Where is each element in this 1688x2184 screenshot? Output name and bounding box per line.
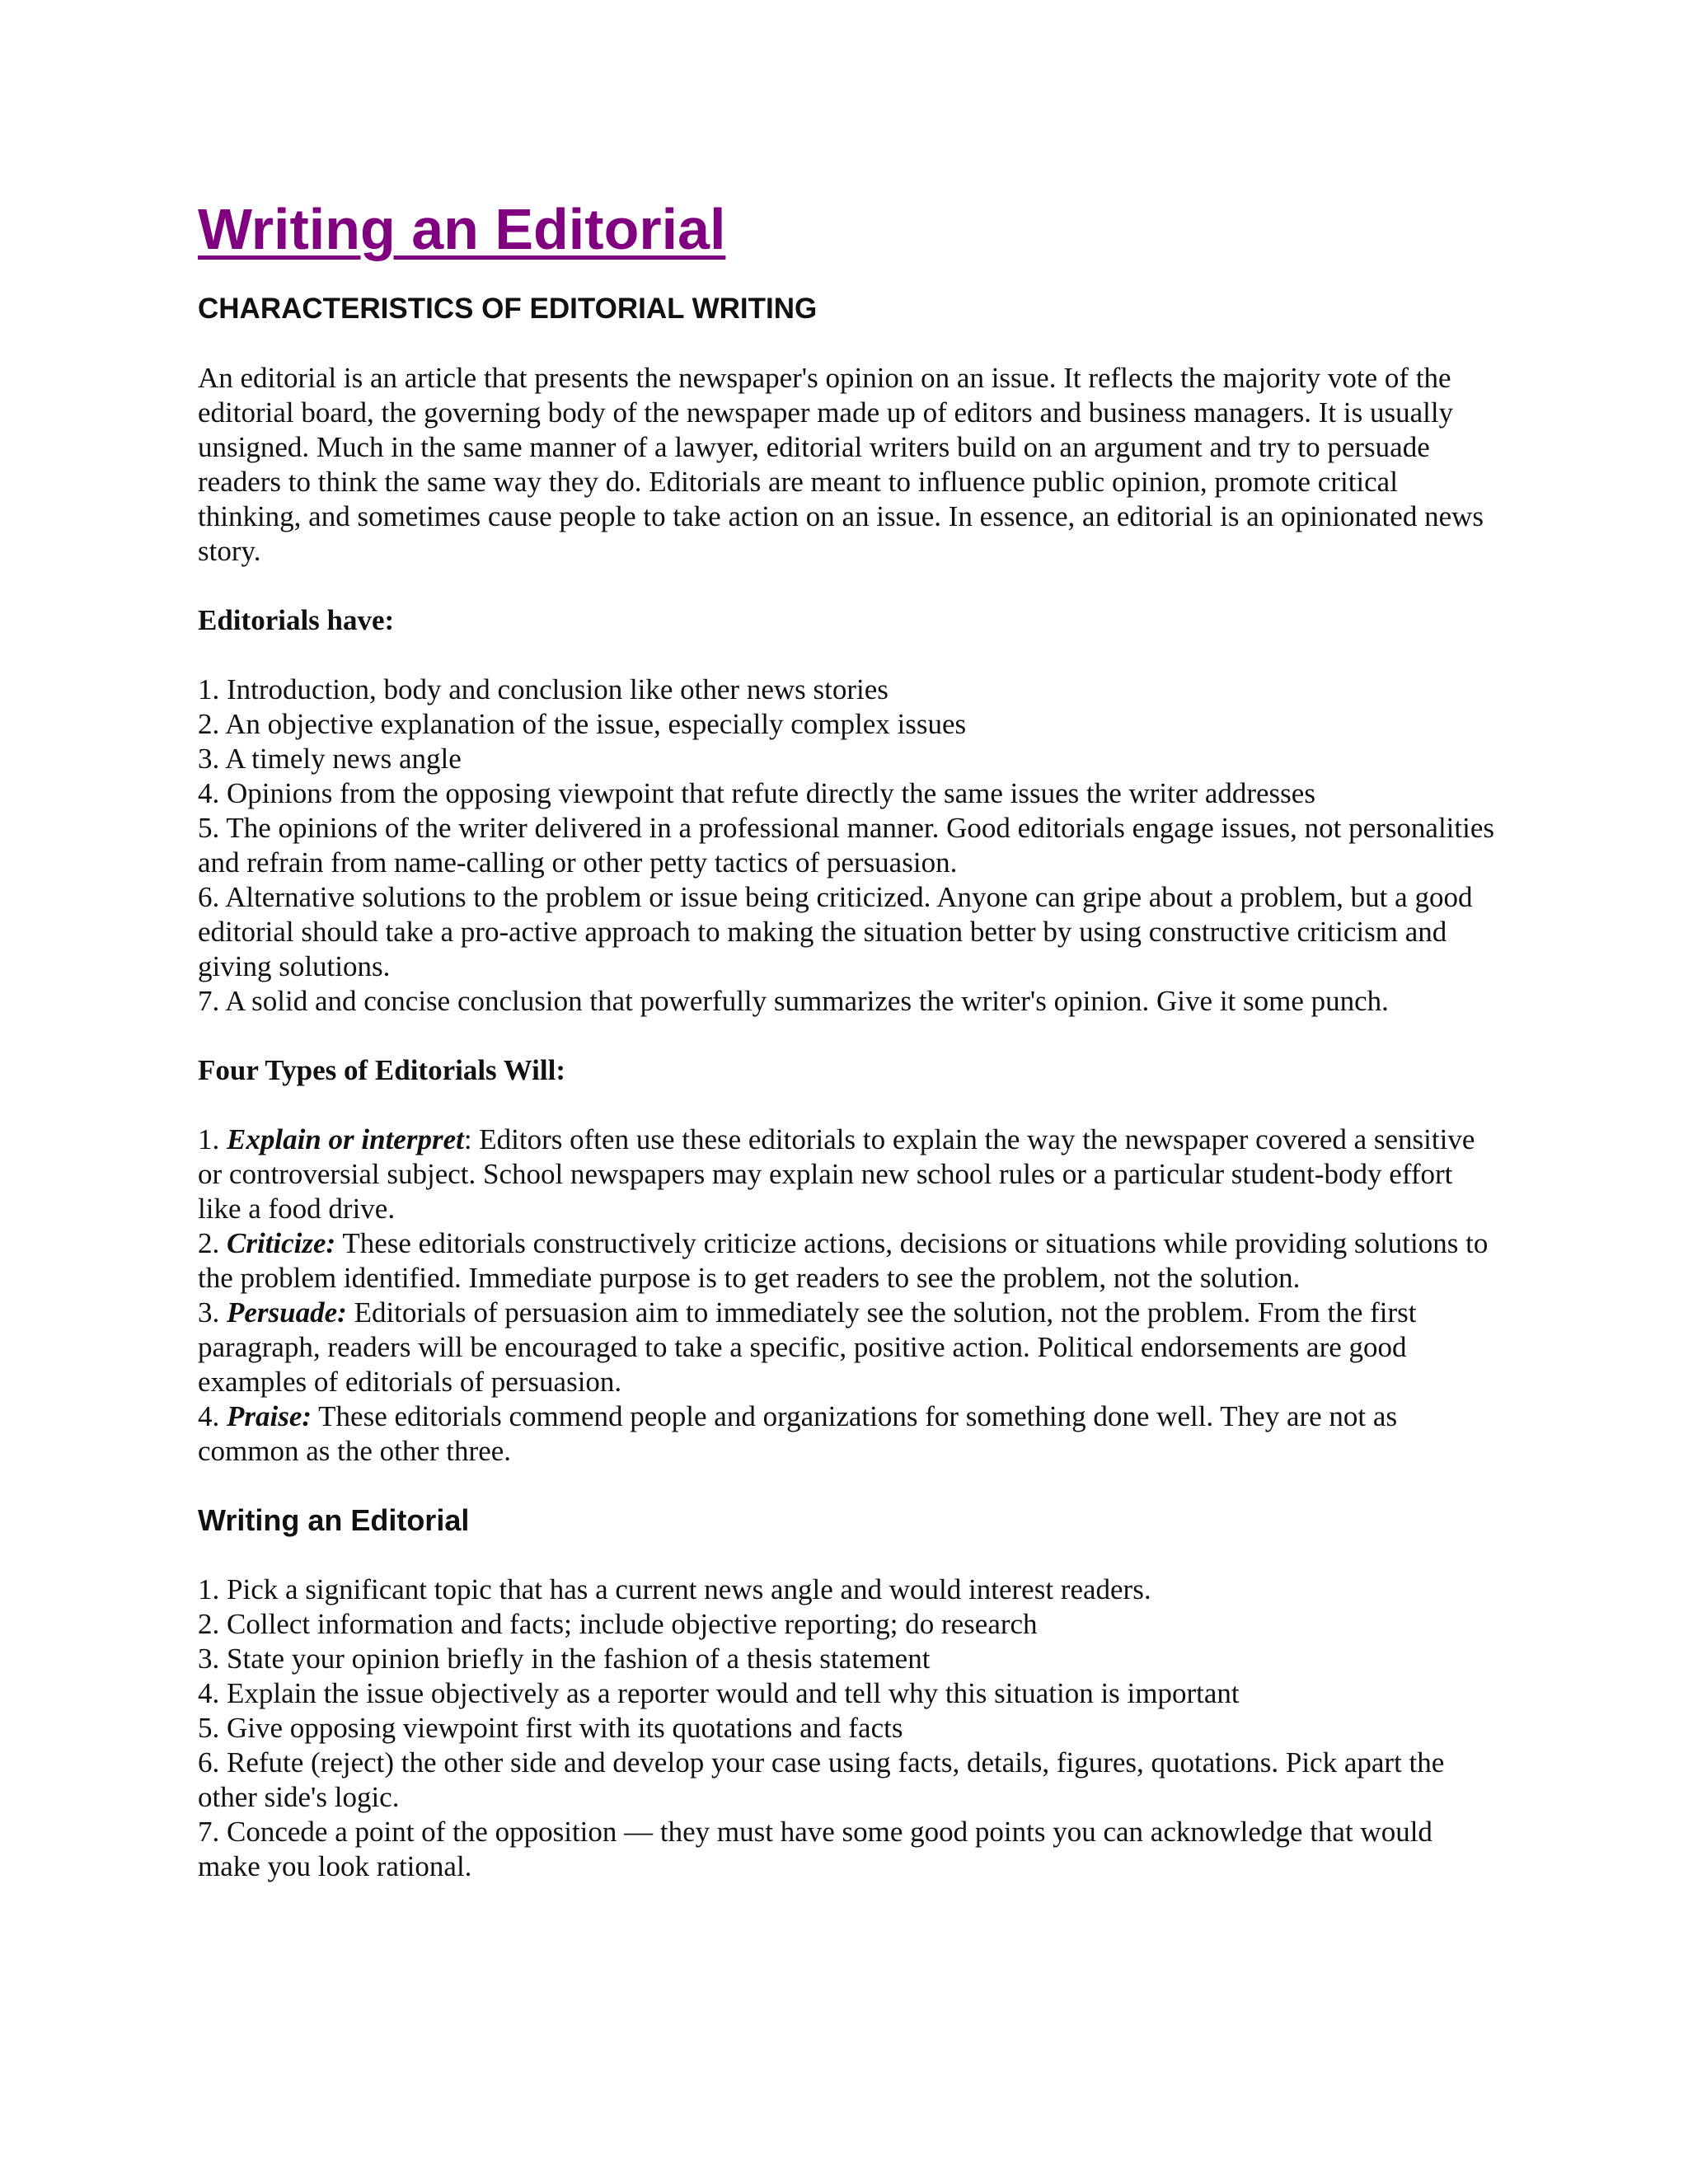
characteristics-heading: CHARACTERISTICS OF EDITORIAL WRITING [198, 293, 818, 325]
list-item: 1. Pick a significant topic that has a current news angle and would interest readers. [198, 1573, 1151, 1605]
writing-steps-list [198, 1572, 1500, 1884]
item-number: 2. [198, 1227, 227, 1259]
list-item: 2. An objective explanation of the issue, especially complex issues [198, 708, 967, 740]
list-item [198, 1399, 1500, 1469]
item-text: Editorials of persuasion aim to immediately see the solution, not the problem. From the first paragraph, readers will be encouraged to take a specific, positive action. Political endorsements are good examples of editorials of persuasion. [198, 1296, 1417, 1398]
item-text: : Editors often use these editorials to explain the way the newspaper covered a sensitive or controversial subject. School newspapers may explain new school rules or a particular student-body effort like a food drive. [198, 1123, 1475, 1225]
document-page [198, 188, 1500, 1919]
list-item: 7. A solid and concise conclusion that powerfully summarizes the writer's opinion. Give it some punch. [198, 985, 1389, 1017]
list-item [198, 1226, 1500, 1296]
item-term: Persuade: [227, 1296, 347, 1329]
writing-editorial-heading: Writing an Editorial [198, 1503, 470, 1537]
list-item: 6. Alternative solutions to the problem or issue being criticized. Anyone can gripe about a problem, but a good editorial should take a pro-active approach to making the situation better by using constructive criticism and giving solutions. [198, 881, 1473, 982]
list-item: 2. Collect information and facts; include objective reporting; do research [198, 1608, 1038, 1640]
list-item: 3. A timely news angle [198, 743, 462, 775]
page-title-link[interactable]: Writing an Editorial [198, 197, 726, 261]
list-item: 5. Give opposing viewpoint first with its quotations and facts [198, 1712, 903, 1744]
item-text: These editorials commend people and organizations for something done well. They are not as common as the other three. [198, 1400, 1398, 1467]
list-item: 4. Explain the issue objectively as a reporter would and tell why this situation is important [198, 1677, 1240, 1709]
list-item: 3. State your opinion briefly in the fashion of a thesis statement [198, 1643, 931, 1675]
item-text: These editorials constructively criticize actions, decisions or situations while providing solutions to the problem identified. Immediate purpose is to get readers to see the problem, not the solution. [198, 1227, 1489, 1294]
item-number: 4. [198, 1400, 227, 1432]
editorials-have-heading: Editorials have: [198, 604, 395, 636]
list-item: 5. The opinions of the writer delivered in a professional manner. Good editorials engage issues, not personalities and refrain from name-calling or other petty tactics of persuasion. [198, 812, 1495, 879]
list-item: 4. Opinions from the opposing viewpoint that refute directly the same issues the writer addresses [198, 777, 1315, 809]
list-item: 1. Introduction, body and conclusion like other news stories [198, 673, 889, 705]
characteristics-paragraph: An editorial is an article that presents the newspaper's opinion on an issue. It reflects the majority vote of the editorial board, the governing body of the newspaper made up of editors and business managers. It is usually unsigned. Much in the same manner of a lawyer, editorial writers build on an argument and try to persuade readers to think the same way they do. Editorials are meant to influence public opinion, promote critical thinking, and sometimes cause people to take action on an issue. In essence, an editorial is an opinionated news story. [198, 362, 1484, 567]
editorials-have-list [198, 673, 1500, 1019]
item-term: Criticize: [227, 1227, 336, 1259]
item-term: Praise: [227, 1400, 312, 1432]
four-types-heading: Four Types of Editorials Will: [198, 1054, 565, 1086]
item-term: Explain or interpret [227, 1123, 464, 1155]
list-item [198, 1122, 1500, 1226]
item-number: 1. [198, 1123, 227, 1155]
four-types-list [198, 1122, 1500, 1469]
list-item [198, 1296, 1500, 1399]
item-number: 3. [198, 1296, 227, 1329]
list-item: 7. Concede a point of the opposition — they must have some good points you can acknowledge that would make you look rational. [198, 1816, 1432, 1882]
list-item: 6. Refute (reject) the other side and develop your case using facts, details, figures, quotations. Pick apart the other side's logic. [198, 1746, 1445, 1813]
